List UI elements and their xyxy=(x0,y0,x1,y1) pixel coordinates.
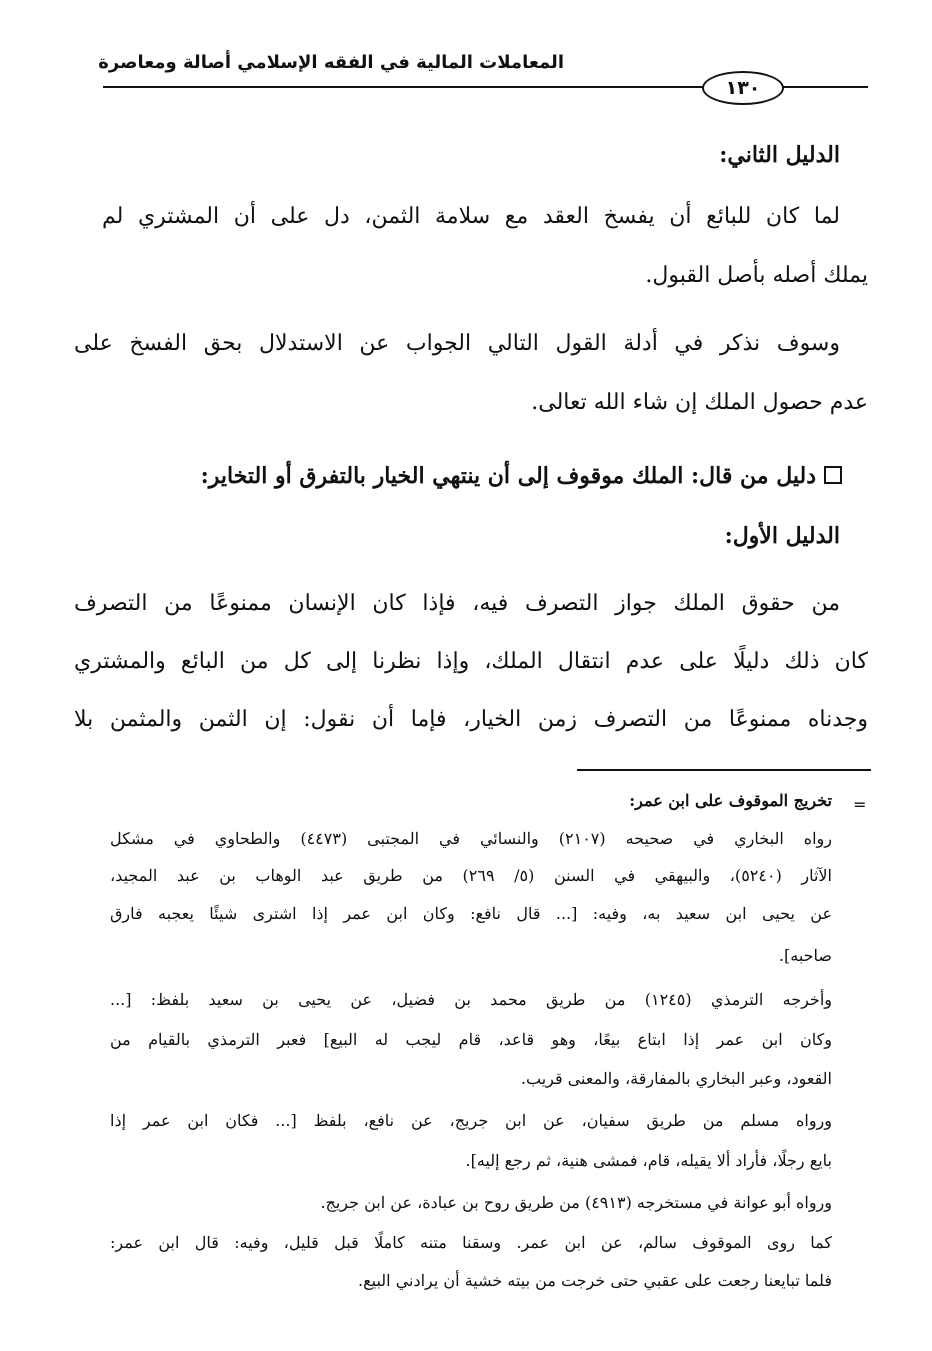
footnote-line: رواه البخاري في صحيحه (٢١٠٧) والنسائي في المجتبى (٤٤٧٣) والطحاوي في مشكل xyxy=(110,829,833,848)
footnote-line: عن يحيى ابن سعيد به، وفيه: [... قال نافع: وكان ابن عمر إذا اشترى شيئًا يعجبه فارق xyxy=(110,904,832,923)
footnote-line: ورواه أبو عوانة في مستخرجه (٤٩١٣) من طريق روح بن عبادة، عن ابن جريج. xyxy=(320,1193,832,1212)
footnote-line: بايع رجلًا، فأراد ألا يقيله، قام، فمشى هنية، ثم رجع إليه]. xyxy=(465,1151,832,1170)
footnote-continuation-marker: = xyxy=(853,795,867,814)
page-number: ١٣٠ xyxy=(702,71,784,105)
heading-first-evidence: الدليل الأول: xyxy=(724,523,840,549)
footnote-line: ورواه مسلم من طريق سفيان، عن ابن جريج، عن نافع، بلفظ [... فكان ابن عمر إذا xyxy=(110,1111,832,1130)
running-title: المعاملات المالية في الفقه الإسلامي أصالة ومعاصرة xyxy=(98,52,564,73)
paragraph-line: يملك أصله بأصل القبول. xyxy=(645,263,868,288)
paragraph-line: وسوف نذكر في أدلة القول التالي الجواب عن الاستدلال بحق الفسخ على xyxy=(74,331,840,356)
footnote-line: الآثار (٥٢٤٠)، والبيهقي في السنن (٥/ ٢٦٩) من طريق عبد الوهاب بن عبد المجيد، xyxy=(110,866,833,885)
footnote-line: وأخرجه الترمذي (١٢٤٥) من طريق محمد بن فضيل، عن يحيى بن سعيد بلفظ: [... xyxy=(110,990,832,1009)
footnote-line: فلما تبايعنا رجعت على عقبي حتى خرجت من بيته خشية أن يرادني البيع. xyxy=(358,1271,832,1290)
footnote-separator xyxy=(577,769,871,771)
footnote-title: تخريج الموقوف على ابن عمر: xyxy=(629,791,832,810)
section-heading xyxy=(201,465,842,487)
paragraph-line: كان ذلك دليلًا على عدم انتقال الملك، وإذا نظرنا إلى كل من البائع والمشتري xyxy=(74,649,868,674)
section-heading-text: دليل من قال: الملك موقوف إلى أن ينتهي الخيار بالتفرق أو التخاير: xyxy=(200,463,816,489)
footnote-line: صاحبه]. xyxy=(778,946,832,965)
paragraph-line: وجدناه ممنوعًا من التصرف زمن الخيار، فإما أن نقول: إن الثمن والمثمن بلا xyxy=(74,707,868,732)
paragraph-line: عدم حصول الملك إن شاء الله تعالى. xyxy=(531,390,868,415)
footnote-line: كما روى الموقوف سالم، عن ابن عمر. وسقنا متنه كاملًا قبل قليل، وفيه: قال ابن عمر: xyxy=(110,1233,832,1252)
heading-second-evidence: الدليل الثاني: xyxy=(719,142,840,168)
footnote-line: القعود، وعبر البخاري بالمفارقة، والمعنى قريب. xyxy=(520,1069,832,1088)
paragraph-line: لما كان للبائع أن يفسخ العقد مع سلامة الثمن، دل على أن المشتري لم xyxy=(102,204,840,229)
footnote-line: وكان ابن عمر إذا ابتاع بيعًا، وهو قاعد، قام ليجب له البيع] فعبر الترمذي بالقيام من xyxy=(110,1030,832,1049)
checkbox-bullet-icon xyxy=(824,466,842,484)
paragraph-line: من حقوق الملك جواز التصرف فيه، فإذا كان الإنسان ممنوعًا من التصرف xyxy=(74,591,840,616)
